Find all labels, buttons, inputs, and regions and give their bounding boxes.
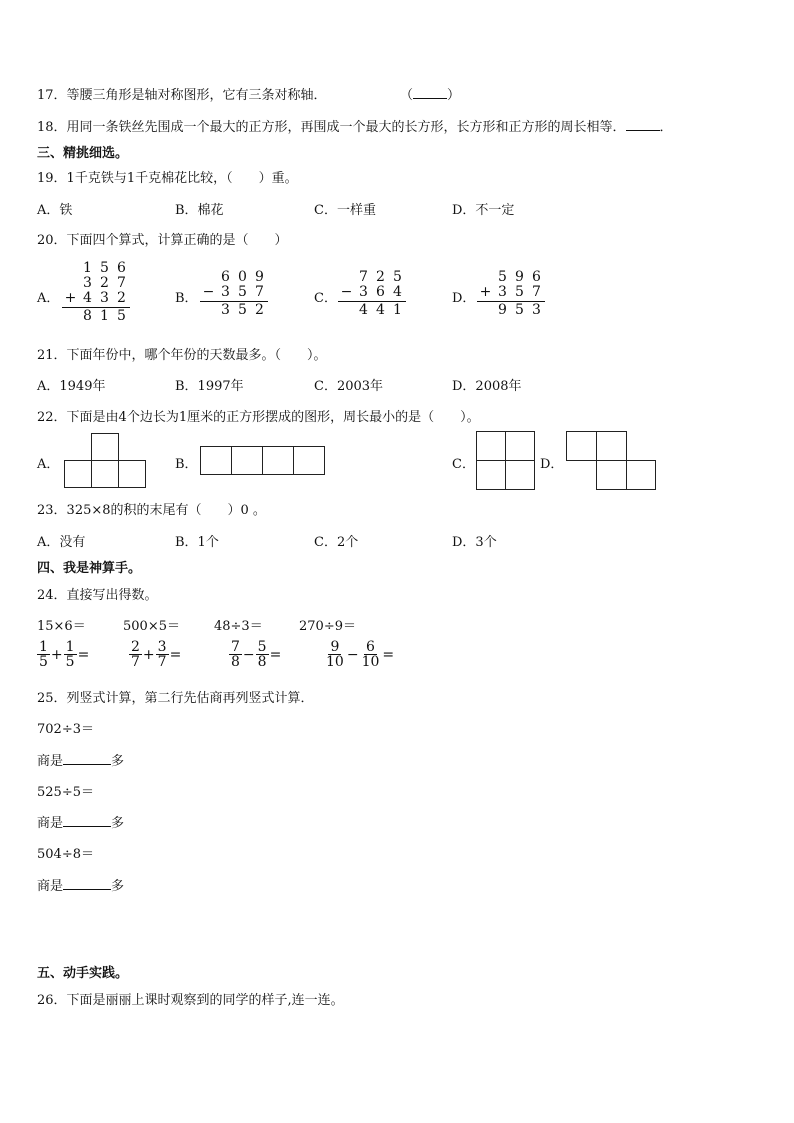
q23-option-b[interactable]: B．1个 [175,535,219,550]
q24-frac-expr-1: 1 5 + $\frac{1}{5}$ = [39,639,90,670]
question-17 [37,84,327,103]
q18-answer-blank[interactable] [626,118,660,131]
q25-estimate-blank-3[interactable] [63,877,111,890]
section-4-heading: 四、我是神算手。 [37,561,142,576]
q22-label-a[interactable]: A． [37,457,60,472]
section-3-heading: 三、精挑细选。 [37,146,129,161]
q24-expr-4: 270÷9＝ [299,619,356,634]
question-25: 25．列竖式计算，第二行先估商再列竖式计算． [37,691,314,706]
q20-label-a[interactable]: A． [37,291,60,306]
q19-option-a[interactable]: A．铁 [37,203,73,218]
q22-label-d[interactable]: D． [540,457,564,472]
q20-label-b[interactable]: B． [175,291,198,306]
q22-label-b[interactable]: B． [175,457,198,472]
q25-expr-1: 702÷3＝ [37,722,94,737]
question-21: 21．下面年份中，哪个年份的天数最多。（ ）。 [37,348,327,363]
q21-option-d[interactable]: D．2008年 [452,379,522,394]
q20-calc-a: 1 5 6 3 2 7 + 4 3 2 8 1 5 [62,261,130,324]
q25-estimate-blank-1[interactable] [63,752,111,765]
q23-option-a[interactable]: A．没有 [37,535,86,550]
q24-expr-2: 500×5＝ [123,619,180,634]
q21-option-a[interactable]: A．1949年 [37,379,106,394]
q22-label-c[interactable]: C． [452,457,475,472]
q19-option-d[interactable]: D．不一定 [452,203,515,218]
q20-calc-c: 7 2 5 − 3 6 4 4 4 1 [338,270,406,318]
q24-frac-expr-4: 9 10 − $\frac{6}{10}$ = [326,639,395,670]
q24-expr-1: 15×6＝ [37,619,86,634]
question-24: 24．直接写出得数。 [37,588,158,603]
question-19: 19．1千克铁与1千克棉花比较，（ ）重。 [37,171,298,186]
question-23: 23．325×8的积的末尾有（ ）0 。 [37,503,266,518]
q24-expr-3: 48÷3＝ [214,619,263,634]
q25-expr-2: 525÷5＝ [37,785,94,800]
q17-answer-blank[interactable] [413,86,447,99]
q25-estimate-1: 商是 多 [37,754,125,769]
question-20: 20．下面四个算式，计算正确的是（ ） [37,233,288,248]
q20-label-d[interactable]: D． [452,291,476,306]
section-5-heading: 五、动手实践。 [37,966,129,981]
q20-calc-b: 6 0 9 − 3 5 7 3 5 2 [200,270,268,318]
question-18: 18．用同一条铁丝先围成一个最大的正方形，再围成一个最大的长方形，长方形和正方形的周长相等． ． [37,120,673,135]
question-22: 22．下面是由4个边长为1厘米的正方形摆成的图形，周长最小的是（ ）。 [37,410,480,425]
q17-text: 17．等腰三角形是轴对称图形，它有三条对称轴． [37,88,327,103]
q18-text: 18．用同一条铁丝先围成一个最大的正方形，再围成一个最大的长方形，长方形和正方形的周长相等． [37,120,626,135]
q23-option-c[interactable]: C．2个 [314,535,359,550]
q19-option-b[interactable]: B．棉花 [175,203,224,218]
q20-calc-d: 5 9 6 + 3 5 7 9 5 3 [477,270,545,318]
q17-answer-paren: （ ） [400,88,461,103]
q20-label-c[interactable]: C． [314,291,337,306]
question-26: 26．下面是丽丽上课时观察到的同学的样子,连一连。 [37,993,344,1008]
q21-option-c[interactable]: C．2003年 [314,379,384,394]
q19-option-c[interactable]: C．一样重 [314,203,376,218]
q24-frac-expr-2: 2 7 + $\frac{3}{7}$ = [131,639,182,670]
q25-estimate-2: 商是 多 [37,816,125,831]
q24-frac-expr-3: 7 8 − $\frac{5}{8}$ = [231,639,282,670]
q25-estimate-3: 商是 多 [37,879,125,894]
q25-expr-3: 504÷8＝ [37,847,94,862]
q21-option-b[interactable]: B．1997年 [175,379,244,394]
q23-option-d[interactable]: D．3个 [452,535,497,550]
q25-estimate-blank-2[interactable] [63,814,111,827]
